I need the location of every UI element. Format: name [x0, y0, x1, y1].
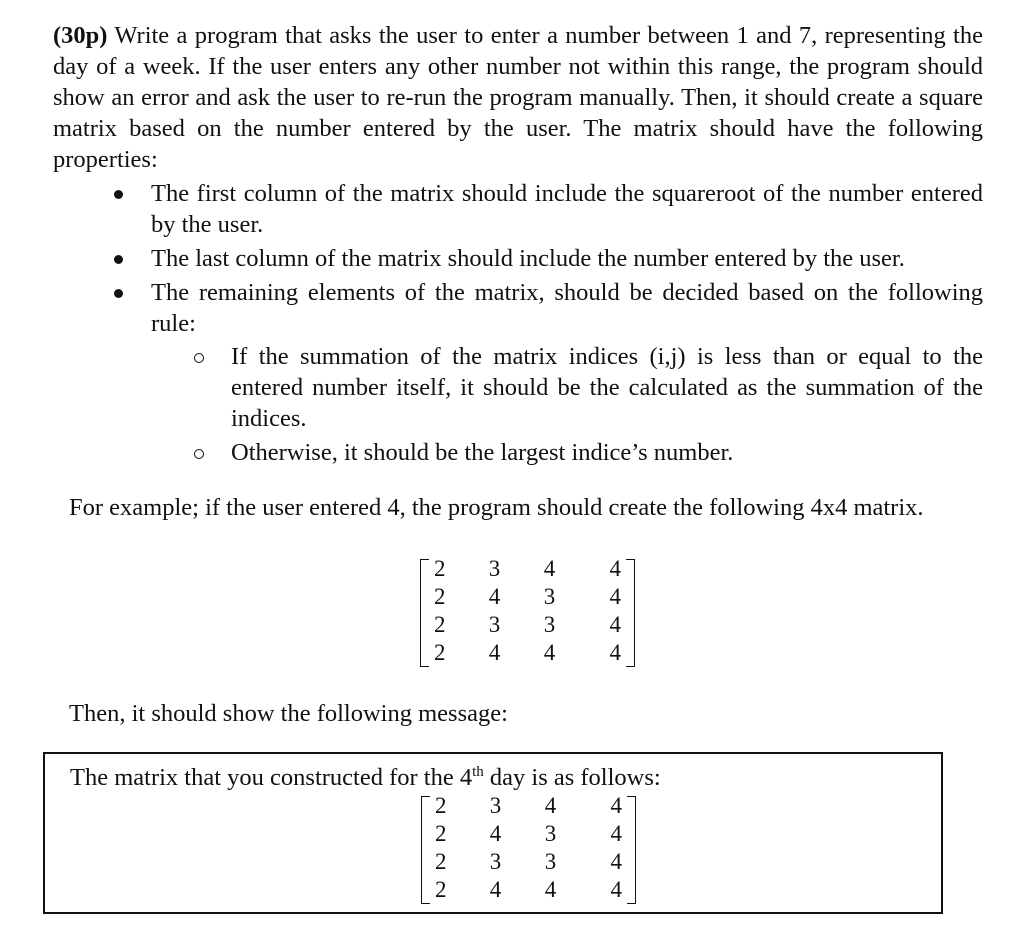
matrix-cell: 3 — [543, 612, 556, 637]
matrix-cell: 4 — [488, 584, 501, 609]
list-item: The first column of the matrix should include the squareroot of the number entered by the user. — [110, 178, 983, 240]
intro-text: Write a program that asks the user to enter a number between 1 and 7, representing the day of a week. If the user enters any other number not within this range, the program should show an error and ask the user to re-run the program manually. Then, it should create a square matrix based on the number entered by the user. The matrix should have the following properties: — [53, 22, 983, 173]
right-bracket — [626, 559, 635, 667]
matrix-cell: 3 — [544, 821, 557, 846]
matrix-cell: 2 — [434, 640, 446, 665]
list-item: The last column of the matrix should include the number entered by the user. — [110, 243, 983, 274]
matrix-cell: 4 — [609, 640, 621, 665]
then-text: Then, it should show the following message: — [69, 700, 508, 727]
matrix-cell: 4 — [610, 821, 622, 846]
matrix-cell: 2 — [435, 849, 447, 874]
matrix-cell: 3 — [488, 556, 501, 581]
properties-list — [110, 178, 983, 471]
sub-list-item: Otherwise, it should be the largest indice’s number. — [151, 437, 983, 468]
left-bracket — [420, 559, 429, 667]
matrix-cell: 4 — [610, 877, 622, 902]
matrix-cell: 2 — [434, 556, 446, 581]
matrix-cell: 3 — [544, 849, 557, 874]
matrix-cell: 4 — [610, 849, 622, 874]
matrix-cell: 4 — [609, 612, 621, 637]
message-superscript: th — [472, 763, 484, 780]
points-label: (30p) — [53, 22, 108, 49]
matrix-cell: 3 — [488, 612, 501, 637]
matrix-cell: 2 — [435, 821, 447, 846]
matrix-cell: 2 — [434, 612, 446, 637]
message-prefix: The matrix that you constructed for the 4 — [70, 764, 473, 791]
matrix-cell: 4 — [609, 556, 621, 581]
matrix-cell: 4 — [609, 584, 621, 609]
matrix-cell: 4 — [544, 793, 557, 818]
message-text — [70, 762, 661, 793]
matrix-cell: 3 — [543, 584, 556, 609]
message-suffix: day is as follows: — [483, 764, 661, 791]
matrix-cell: 2 — [434, 584, 446, 609]
matrix-cell: 2 — [435, 877, 447, 902]
list-item-text: The remaining elements of the matrix, should be decided based on the following rule: — [151, 279, 983, 337]
sub-list-item: If the summation of the matrix indices (i,j) is less than or equal to the entered number itself, it should be the calculated as the summation of the indices. — [151, 341, 983, 434]
matrix-cell: 4 — [488, 640, 501, 665]
matrix-cell: 4 — [489, 877, 502, 902]
rule-sublist — [151, 341, 983, 468]
example-matrix — [420, 555, 635, 669]
matrix-cell: 4 — [544, 877, 557, 902]
matrix-cell: 2 — [435, 793, 447, 818]
matrix-cell: 4 — [489, 821, 502, 846]
list-item — [110, 277, 983, 468]
matrix-cell: 3 — [489, 793, 502, 818]
matrix-cell: 4 — [543, 556, 556, 581]
left-bracket — [421, 796, 430, 904]
message-box — [43, 752, 943, 914]
right-bracket — [627, 796, 636, 904]
question-intro — [53, 20, 983, 175]
matrix-grid — [432, 555, 623, 667]
matrix-cell: 4 — [610, 793, 622, 818]
matrix-cell: 3 — [489, 849, 502, 874]
matrix-cell: 4 — [543, 640, 556, 665]
matrix-grid — [433, 792, 624, 904]
example-text: For example; if the user entered 4, the program should create the following 4x4 matrix. — [69, 494, 924, 521]
message-matrix — [421, 792, 636, 906]
